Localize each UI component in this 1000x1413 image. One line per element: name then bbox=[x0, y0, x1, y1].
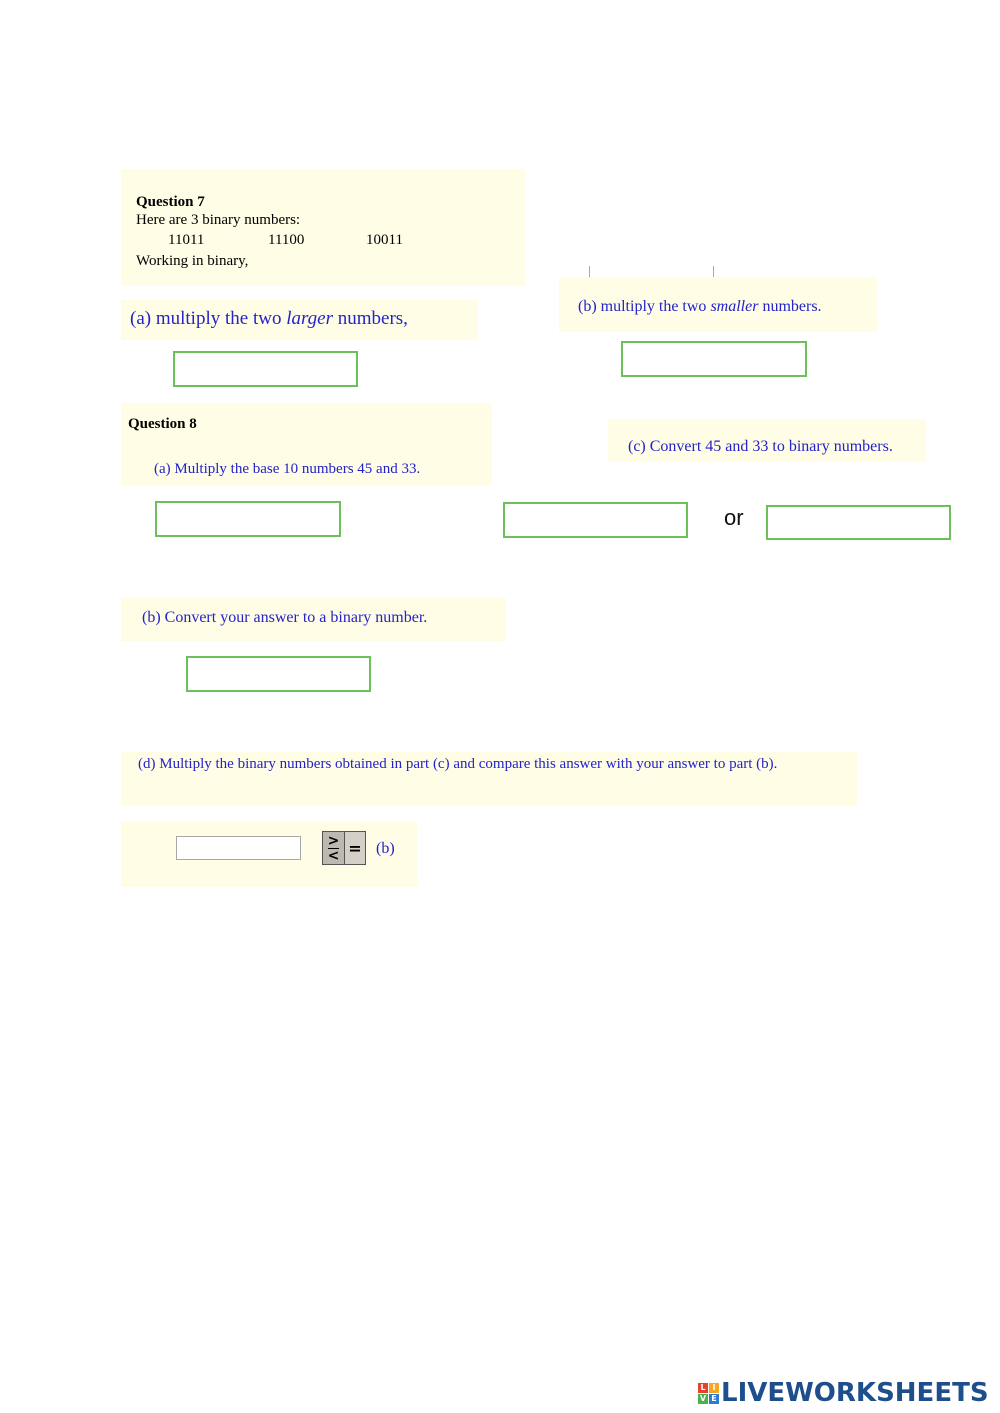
question-8-part-b bbox=[121, 598, 506, 641]
question-7-part-a bbox=[121, 300, 478, 340]
compare-target-label: (b) bbox=[376, 840, 395, 857]
logo-square-l: L bbox=[698, 1383, 708, 1393]
question-8-part-c-text: (c) Convert 45 and 33 to binary numbers. bbox=[628, 438, 893, 455]
less-than-symbol: < bbox=[327, 847, 340, 864]
question-8-part-d bbox=[121, 752, 857, 806]
question-8-part-b-text: (b) Convert your answer to a binary number. bbox=[142, 609, 428, 626]
q8b-answer-input[interactable] bbox=[186, 656, 371, 692]
logo-brand-text: LIVEWORKSHEETS bbox=[721, 1378, 989, 1408]
binary-number-1: 11011 bbox=[168, 232, 205, 248]
question-8-panel bbox=[121, 403, 492, 486]
question-7-title: Question 7 bbox=[136, 194, 205, 210]
logo-square-i: I bbox=[709, 1383, 719, 1393]
question-7-part-b bbox=[559, 277, 877, 332]
or-label: or bbox=[724, 505, 744, 530]
question-8-part-d-text: (d) Multiply the binary numbers obtained in part (c) and compare this answer with your answer to part (b). bbox=[138, 756, 778, 772]
q8c-answer-input-2[interactable] bbox=[766, 505, 951, 540]
logo-squares-icon bbox=[698, 1383, 719, 1404]
logo-square-v: V bbox=[699, 1394, 707, 1403]
question-8-part-c bbox=[608, 419, 926, 462]
logo-square-e: E bbox=[709, 1394, 719, 1404]
question-7-working-text: Working in binary, bbox=[136, 253, 249, 269]
comparison-selector[interactable] bbox=[322, 831, 366, 865]
binary-number-3: 10011 bbox=[366, 232, 403, 248]
question-7-part-a-text: (a) multiply the two larger numbers, bbox=[130, 308, 408, 329]
q7a-answer-input[interactable] bbox=[173, 351, 358, 387]
question-8-part-a-text: (a) Multiply the base 10 numbers 45 and 33. bbox=[154, 461, 421, 477]
inequality-symbols[interactable] bbox=[323, 832, 345, 864]
q8a-answer-input[interactable] bbox=[155, 501, 341, 537]
equals-symbol[interactable]: = bbox=[348, 838, 362, 858]
q8d-answer-input[interactable] bbox=[176, 836, 301, 860]
question-8-part-d-answer-row bbox=[121, 822, 417, 887]
question-8-title: Question 8 bbox=[128, 416, 197, 432]
q8c-answer-input-1[interactable] bbox=[503, 502, 688, 538]
liveworksheets-logo bbox=[698, 1378, 989, 1408]
question-7-intro: Here are 3 binary numbers: bbox=[136, 212, 301, 228]
binary-number-2: 11100 bbox=[268, 232, 305, 248]
greater-than-symbol: > bbox=[327, 832, 340, 849]
question-7-panel bbox=[121, 169, 525, 286]
q7b-answer-input[interactable] bbox=[621, 341, 807, 377]
question-7-part-b-text: (b) multiply the two smaller numbers. bbox=[578, 298, 822, 315]
